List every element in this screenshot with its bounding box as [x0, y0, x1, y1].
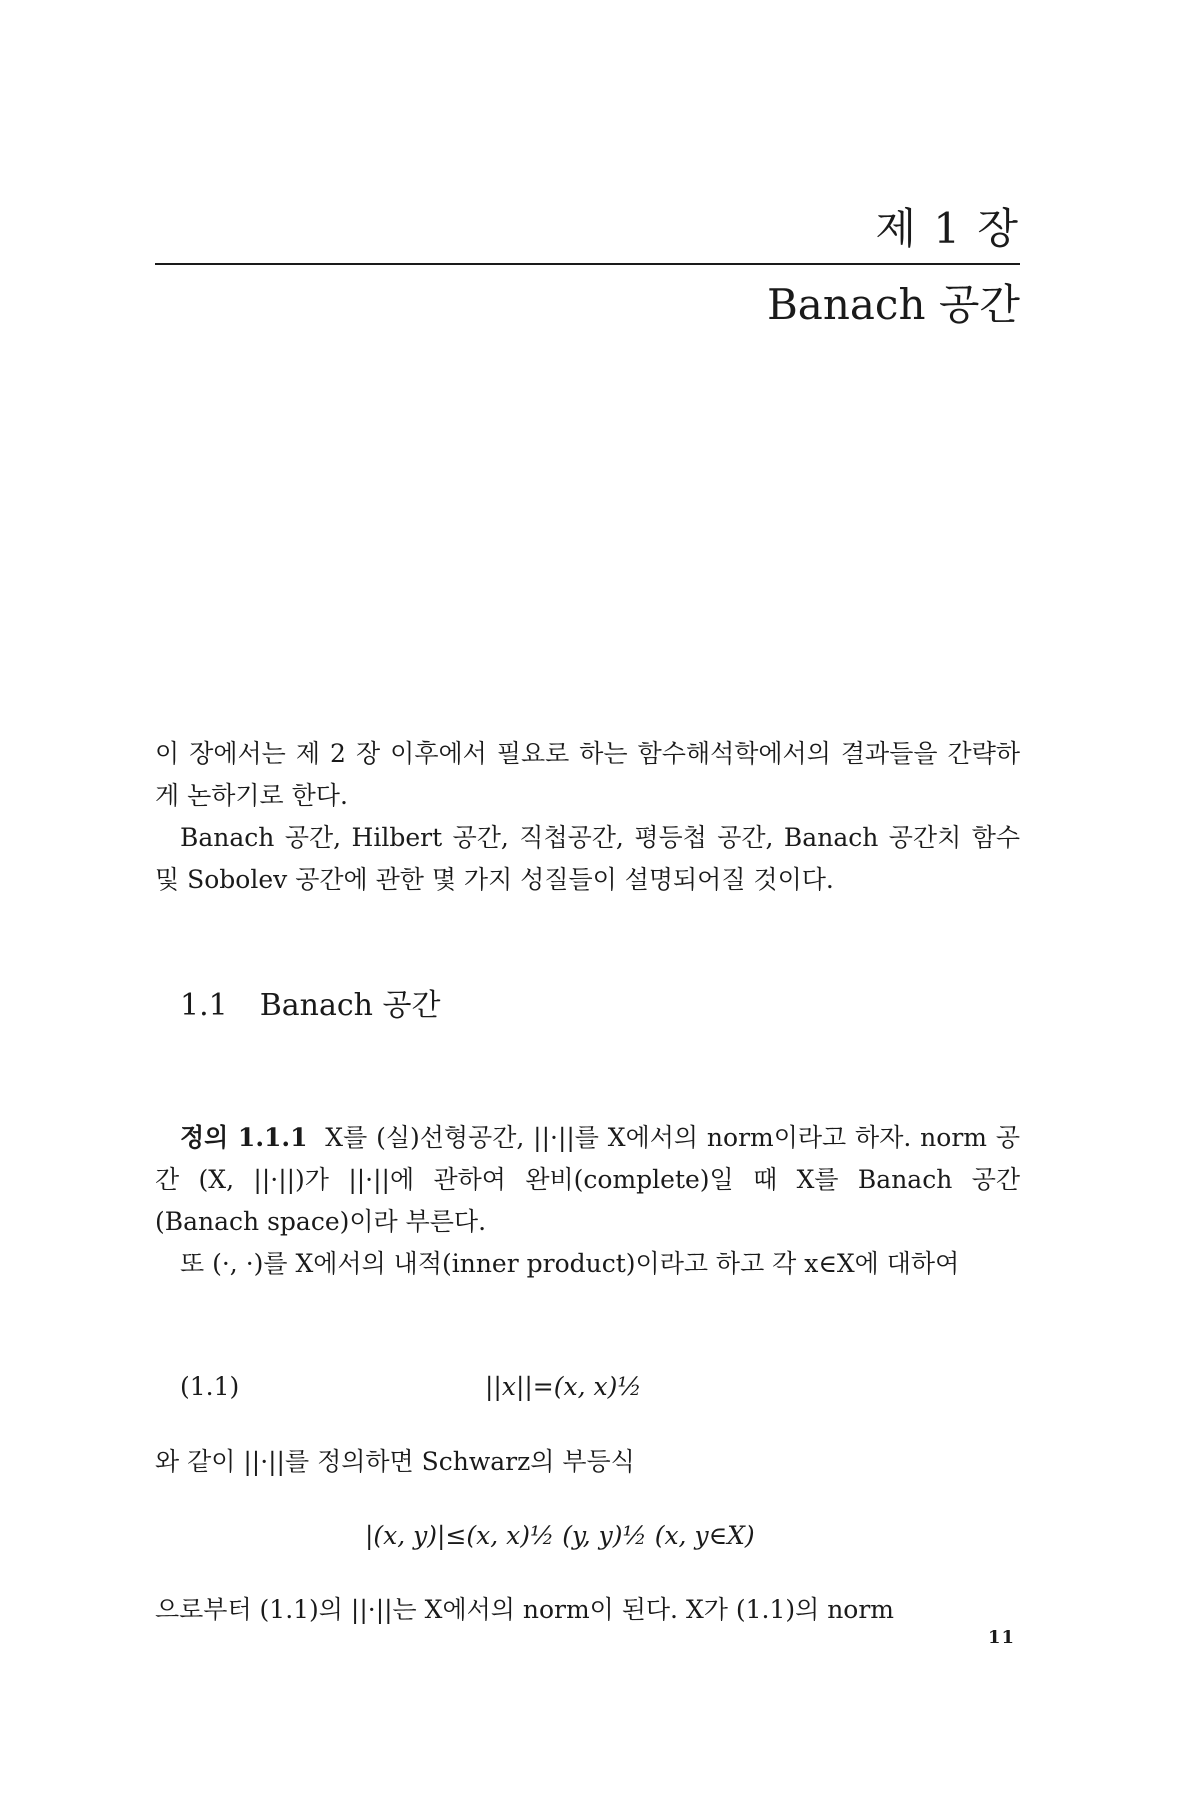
definition-paragraph-2: 또 (·, ·)를 X에서의 내적(inner product)이라고 하고 각 x∈X에 대하여 — [180, 1249, 960, 1278]
text-after-schwarz: 으로부터 (1.1)의 ||·||는 X에서의 norm이 된다. X가 (1.1)의 norm — [155, 1595, 895, 1624]
section-title: Banach 공간 — [259, 988, 441, 1023]
chapter-number: 제 1 장 — [875, 204, 1020, 253]
section-heading — [180, 980, 440, 1024]
equation-1-label: (1.1) — [180, 1372, 240, 1401]
chapter-title: Banach 공간 — [766, 280, 1020, 329]
chapter-intro — [155, 733, 1020, 901]
intro-paragraph-2: Banach 공간, Hilbert 공간, 직첩공간, 평등첩 공간, Banach 공간치 함수 및 Sobolev 공간에 관한 몇 가지 성질들이 설명되어질 것이다. — [155, 823, 1020, 894]
definition-label: 정의 1.1.1 — [180, 1123, 308, 1152]
chapter-divider — [155, 263, 1020, 265]
definition-block — [155, 1117, 1020, 1285]
schwarz-inequality-body: |(x, y)|≤(x, x)½ (y, y)½ (x, y∈X) — [365, 1521, 755, 1550]
schwarz-inequality — [155, 1515, 1020, 1557]
text-after-equation-1: 와 같이 ||·||를 정의하면 Schwarz의 부등식 — [155, 1447, 635, 1476]
intro-paragraph-1: 이 장에서는 제 2 장 이후에서 필요로 하는 함수해석학에서의 결과들을 간략하게 논하기로 한다. — [155, 739, 1020, 810]
equation-1 — [155, 1366, 1020, 1408]
equation-1-body: ||x||=(x, x)½ — [485, 1372, 642, 1401]
page-number: 11 — [987, 1627, 1015, 1648]
section-number: 1.1 — [180, 988, 228, 1023]
definition-text-1: X를 (실)선형공간, ||·||를 X에서의 norm이라고 하자. norm 공간 (X, ||·||)가 ||·||에 관하여 완비(complete)일 때 X를 Banach 공간(Banach space)이라 부른다. — [155, 1123, 1020, 1236]
definition-paragraph-1 — [155, 1117, 1020, 1243]
